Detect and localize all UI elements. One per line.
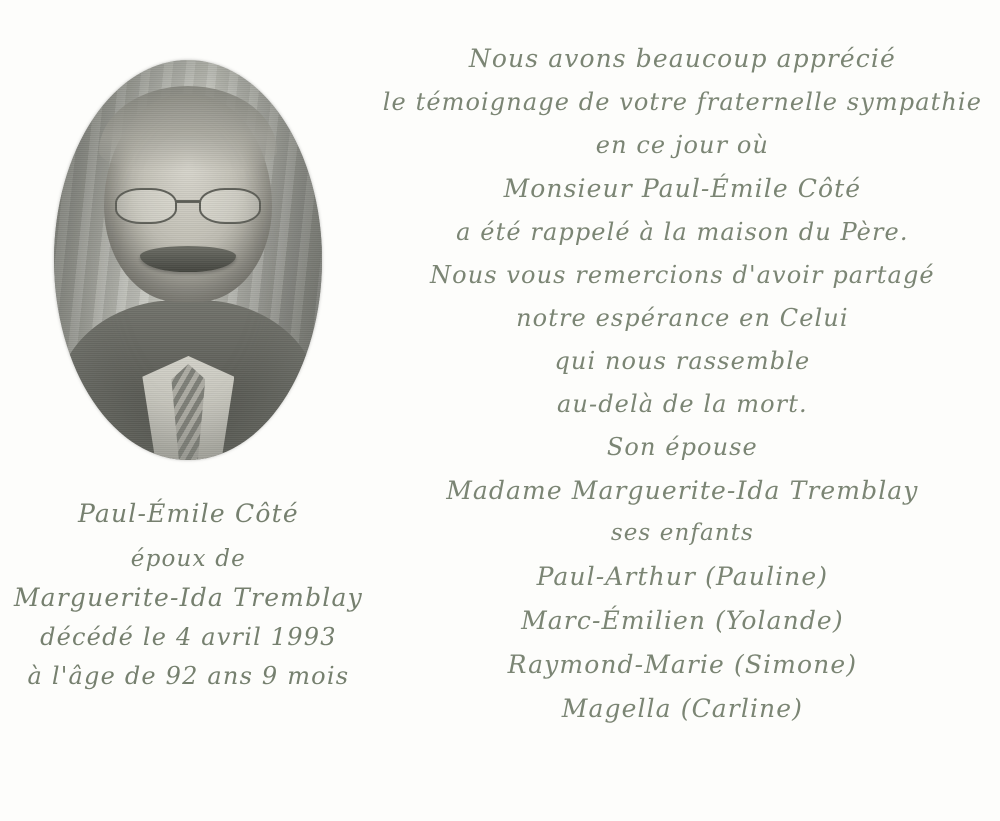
death-date-line: décédé le 4 avril 1993	[40, 623, 337, 652]
text-line: notre espérance en Celui	[516, 304, 849, 332]
text-line: Son épouse	[606, 433, 758, 461]
age-line: à l'âge de 92 ans 9 mois	[27, 662, 350, 691]
text-line: a été rappelé à la maison du Père.	[456, 218, 909, 246]
text-line: au-delà de la mort.	[557, 390, 808, 418]
deceased-name: Paul-Émile Côté	[77, 499, 299, 528]
portrait-panel	[0, 0, 377, 821]
eyeglasses-bridge	[175, 200, 201, 203]
portrait-eyeglasses	[113, 188, 263, 222]
text-line: ses enfants	[610, 520, 754, 546]
deceased-details	[0, 494, 377, 696]
text-line: Monsieur Paul-Émile Côté	[503, 174, 862, 203]
child-name: Marc-Émilien (Yolande)	[521, 606, 844, 635]
child-name: Magella (Carline)	[561, 694, 803, 723]
text-line: Nous vous remercions d'avoir partagé	[430, 261, 935, 289]
spouse-name: Marguerite-Ida Tremblay	[13, 582, 363, 612]
text-line: le témoignage de votre fraternelle sympathie	[382, 88, 982, 116]
text-line: en ce jour où	[595, 131, 769, 159]
text-line: qui nous rassemble	[554, 347, 811, 375]
child-name: Paul-Arthur (Pauline)	[536, 562, 829, 591]
child-name: Raymond-Marie (Simone)	[507, 650, 858, 679]
portrait-photo	[54, 60, 322, 460]
spouse-label: époux de	[130, 545, 246, 572]
text-line: Nous avons beaucoup apprécié	[468, 44, 896, 73]
acknowledgement-text	[377, 0, 1000, 821]
text-line: Madame Marguerite-Ida Tremblay	[446, 476, 919, 505]
